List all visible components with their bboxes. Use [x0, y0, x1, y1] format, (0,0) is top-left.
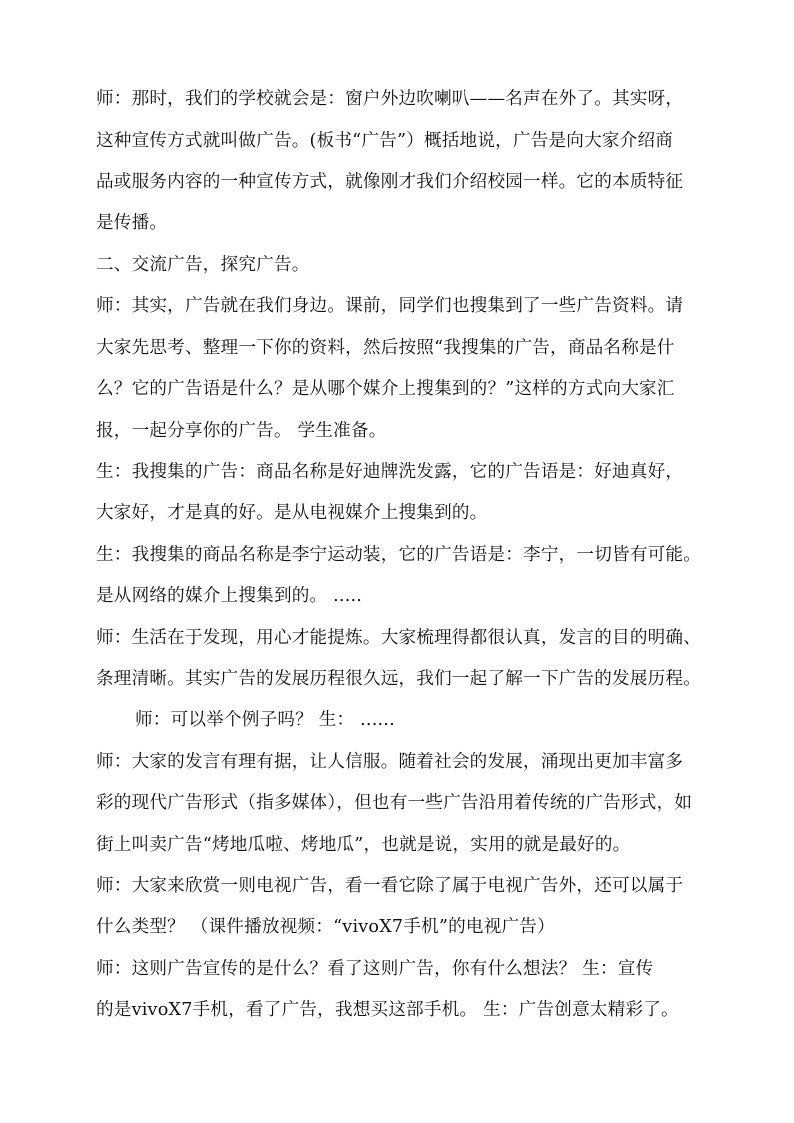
text-line: 师：其实，广告就在我们身边。课前，同学们也搜集到了一些广告资料。请 — [96, 296, 684, 316]
text-line: 师：那时，我们的学校就会是：窗户外边吹喇叭——名声在外了。其实呀， — [96, 89, 684, 109]
text-line: 是传播。 — [96, 213, 168, 233]
text-line: 大家先思考、整理一下你的资料，然后按照“我搜集的广告，商品名称是什 — [96, 338, 675, 358]
text-line: 条理清晰。其实广告的发展历程很久远，我们一起了解一下广告的发展历程。 — [96, 669, 701, 689]
text-line: 什么类型？ （课件播放视频：“vivoX7手机”的电视广告） — [96, 917, 555, 937]
text-line: 师：生活在于发现，用心才能提炼。大家梳理得都很认真，发言的目的明确、 — [96, 628, 701, 648]
text-line: 品或服务内容的一种宣传方式，就像刚才我们介绍校园一样。它的本质特征 — [96, 172, 684, 192]
text-line: 生：我搜集的商品名称是李宁运动装，它的广告语是：李宁，一切皆有可能。 — [96, 545, 701, 565]
text-line: 大家好，才是真的好。是从电视媒介上搜集到的。 — [96, 503, 488, 523]
text-line: 这种宣传方式就叫做广告。(板书“广告”）概括地说，广告是向大家介绍商 — [96, 131, 674, 151]
text-line: 师：这则广告宣传的是什么？看了这则广告，你有什么想法？ 生：宣传 — [96, 959, 654, 979]
text-line: 彩的现代广告形式（指多媒体），但也有一些广告沿用着传统的广告形式，如 — [96, 793, 693, 813]
text-line: 师：大家来欣赏一则电视广告，看一看它除了属于电视广告外，还可以属于 — [96, 876, 684, 896]
text-line: 的是vivoX7手机，看了广告，我想买这部手机。 生：广告创意太精彩了。 — [96, 1000, 679, 1020]
text-line: 报，一起分享你的广告。 学生准备。 — [96, 421, 387, 441]
text-line: 么？它的广告语是什么？是从哪个媒介上搜集到的？”这样的方式向大家汇 — [96, 379, 675, 399]
text-line: 生：我搜集的广告：商品名称是好迪牌洗发露，它的广告语是：好迪真好， — [96, 462, 684, 482]
section-heading: 二、交流广告，探究广告。 — [96, 255, 310, 275]
text-line: 街上叫卖广告“烤地瓜啦、烤地瓜”，也就是说，实用的就是最好的。 — [96, 835, 631, 855]
text-line: 师：可以举个例子吗？ 生： ...... — [135, 710, 395, 730]
text-line: 师：大家的发言有理有据，让人信服。随着社会的发展，涌现出更加丰富多 — [96, 752, 684, 772]
text-line: 是从网络的媒介上搜集到的。 ..... — [96, 586, 363, 606]
